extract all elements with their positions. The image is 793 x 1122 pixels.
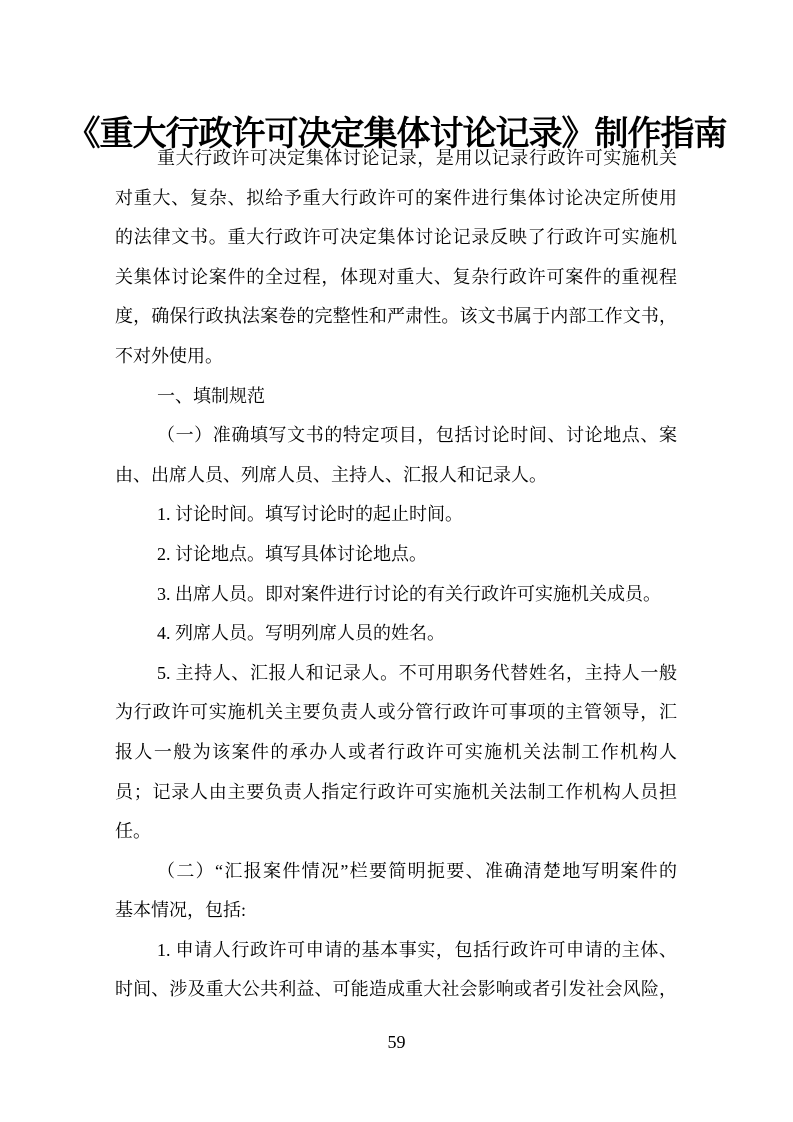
text-line: 一、填制规范 (157, 385, 265, 406)
text-line: （一）准确填写文书的特定项目，包括讨论时间、讨论地点、案 (157, 425, 677, 446)
text-line: 2. 讨论地点。填写具体讨论地点。 (157, 543, 427, 564)
text-line: 时间、涉及重大公共利益、可能造成重大社会影响或者引发社会风险， (115, 979, 677, 1000)
text-line: 为行政许可实施机关主要负责人或分管行政许可事项的主管领导，汇 (115, 702, 677, 723)
page-title: 《重大行政许可决定集体讨论记录》制作指南 (66, 115, 727, 153)
text-line: 不对外使用。 (115, 345, 223, 366)
text-line: 任。 (115, 821, 151, 842)
text-line: 度，确保行政执法案卷的完整性和严肃性。该文书属于内部工作文书， (115, 306, 677, 327)
text-line: 关集体讨论案件的全过程，体现对重大、复杂行政许可案件的重视程 (115, 266, 677, 287)
text-line: 对重大、复杂、拟给予重大行政许可的案件进行集体讨论决定所使用 (115, 187, 677, 208)
text-line: 员；记录人由主要负责人指定行政许可实施机关法制工作机构人员担 (115, 781, 677, 802)
text-line: 3. 出席人员。即对案件进行讨论的有关行政许可实施机关成员。 (157, 583, 661, 604)
text-line: 由、出席人员、列席人员、主持人、汇报人和记录人。 (115, 464, 547, 485)
text-line: （二）“汇报案件情况”栏要简明扼要、准确清楚地写明案件的 (157, 860, 677, 881)
text-line: 4. 列席人员。写明列席人员的姓名。 (157, 623, 445, 644)
page-number: 59 (387, 1032, 406, 1052)
text-line: 5. 主持人、汇报人和记录人。不可用职务代替姓名，主持人一般 (157, 662, 677, 683)
text-line: 的法律文书。重大行政许可决定集体讨论记录反映了行政许可实施机 (115, 227, 677, 248)
document-body (115, 139, 677, 1010)
text-line: 重大行政许可决定集体讨论记录，是用以记录行政许可实施机关 (157, 148, 677, 168)
text-line: 报人一般为该案件的承办人或者行政许可实施机关法制工作机构人 (115, 741, 677, 762)
text-line: 1. 申请人行政许可申请的基本事实，包括行政许可申请的主体、 (157, 939, 677, 960)
text-line: 1. 讨论时间。填写讨论时的起止时间。 (157, 504, 463, 525)
text-line: 基本情况，包括: (115, 900, 247, 921)
